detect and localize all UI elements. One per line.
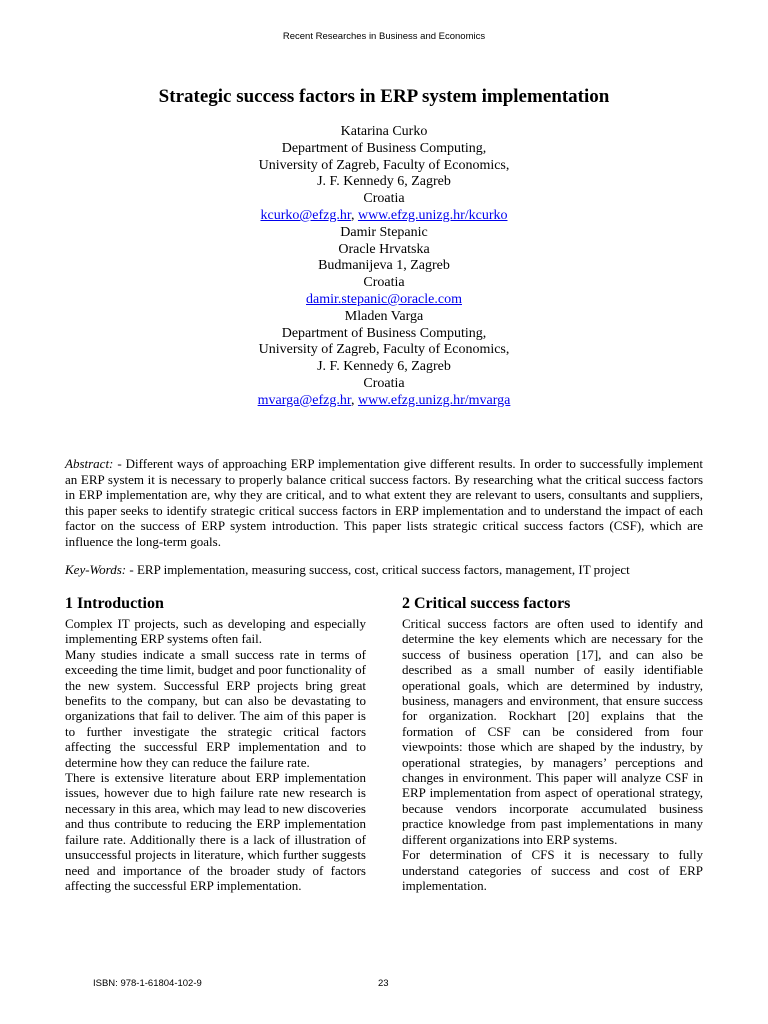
keywords-text: - ERP implementation, measuring success, cost, critical success factors, management, IT project — [126, 562, 630, 577]
email-link[interactable]: mvarga@efzg.hr — [257, 392, 351, 408]
paragraph: Many studies indicate a small success rate in terms of exceeding the time limit, budget and poor functionality of the new system. Successful ERP projects bring great benefits to the company, but can also be devastating to organizations that fail to deliver. The aim of this paper is to further investigate the strategic critical factors affecting the successful ERP implementation and to determine how they can reduce the failure rate. — [65, 646, 366, 770]
footer-isbn: ISBN: 978-1-61804-102-9 — [93, 978, 202, 989]
author-name: Damir Stepanic — [340, 224, 428, 240]
abstract-label: Abstract: - — [65, 456, 122, 471]
keywords — [65, 562, 703, 578]
author-affiliation-line: Department of Business Computing, — [281, 140, 487, 156]
author-affiliation-line: University of Zagreb, Faculty of Economics, — [258, 157, 510, 173]
column-right — [402, 594, 703, 893]
contact-separator: , — [350, 392, 358, 408]
paragraph: There is extensive literature about ERP implementation issues, however due to high failure rate new research is necessary in this area, which may lead to new discoveries and thus contribute to reducing the ERP implementation failure rate. Additionally there is a lack of illustration of unsuccessful projects in literature, which further suggests need and importance of the broader study of factors affecting the successful ERP implementation. — [65, 770, 366, 893]
author-affiliation-line: Croatia — [363, 375, 405, 391]
website-link[interactable]: www.efzg.unizg.hr/kcurko — [357, 207, 508, 223]
author-affiliation-line: University of Zagreb, Faculty of Economics, — [258, 342, 510, 358]
author-affiliation-line: Oracle Hrvatska — [338, 241, 430, 257]
author-affiliation-line: Croatia — [363, 191, 405, 207]
section-heading-critical-success-factors: 2 Critical success factors — [402, 595, 571, 612]
paper-title: Strategic success factors in ERP system implementation — [158, 86, 610, 107]
column-left — [65, 594, 366, 893]
contact-separator: , — [350, 207, 358, 223]
author-affiliation-line: Croatia — [363, 275, 405, 291]
paragraph: Complex IT projects, such as developing and especially implementing ERP systems often fail. — [65, 616, 366, 647]
keywords-label: Key-Words: — [65, 562, 127, 577]
author-affiliation-line: J. F. Kennedy 6, Zagreb — [317, 174, 451, 190]
email-link[interactable]: kcurko@efzg.hr — [260, 207, 351, 223]
email-link[interactable]: damir.stepanic@oracle.com — [306, 291, 462, 307]
author-contact-line — [0, 208, 768, 225]
author-contact-line — [0, 292, 768, 309]
author-affiliation-line: J. F. Kennedy 6, Zagreb — [317, 359, 451, 375]
author-name: Mladen Varga — [344, 308, 424, 324]
author-affiliation-line: Budmanijeva 1, Zagreb — [318, 258, 450, 274]
author-contact-line — [0, 393, 768, 410]
section-heading-introduction: 1 Introduction — [65, 595, 164, 612]
author-name: Katarina Curko — [340, 124, 428, 139]
page-number: 23 — [378, 978, 389, 989]
author-affiliation-line: Department of Business Computing, — [281, 325, 487, 341]
running-head: Recent Researches in Business and Economics — [282, 31, 486, 42]
author-block — [0, 124, 768, 410]
abstract — [65, 456, 703, 550]
paragraph: For determination of CFS it is necessary to fully understand categories of success and cost of ERP implementation. — [402, 847, 703, 893]
abstract-text: Different ways of approaching ERP implementation give different results. In order to successfully implement an ERP system it is necessary to properly balance critical success factors. By researching what the critical success factors in ERP implementation are, why they are critical, and to what extent they are relevant to users, consultants and suppliers, this paper seeks to identify strategic critical success factors in ERP implementation and to understand the impact of each factor on the success of ERP system introduction. This paper lists strategic critical success factors (CSF), which are influence the long-term goals. — [65, 456, 703, 549]
paragraph: Critical success factors are often used to identify and determine the key elements which are necessary for the success of business operation [17], and can also be described as a small number of easily identifiable operational goals, which are determined by industry, business, managers and environment, that ensure success for organization. Rockhart [20] explains that the formation of CSF can be considered from four viewpoints: those which are shaped by the industry, by operational strategies, by managers’ perceptions and changes in environment. This paper will analyze CSF in ERP implementation from aspect of operational strategy, because vendors incorporate accumulated business practice knowledge from past implementations in many different organizations into ERP systems. — [402, 616, 703, 847]
website-link[interactable]: www.efzg.unizg.hr/mvarga — [357, 392, 511, 408]
